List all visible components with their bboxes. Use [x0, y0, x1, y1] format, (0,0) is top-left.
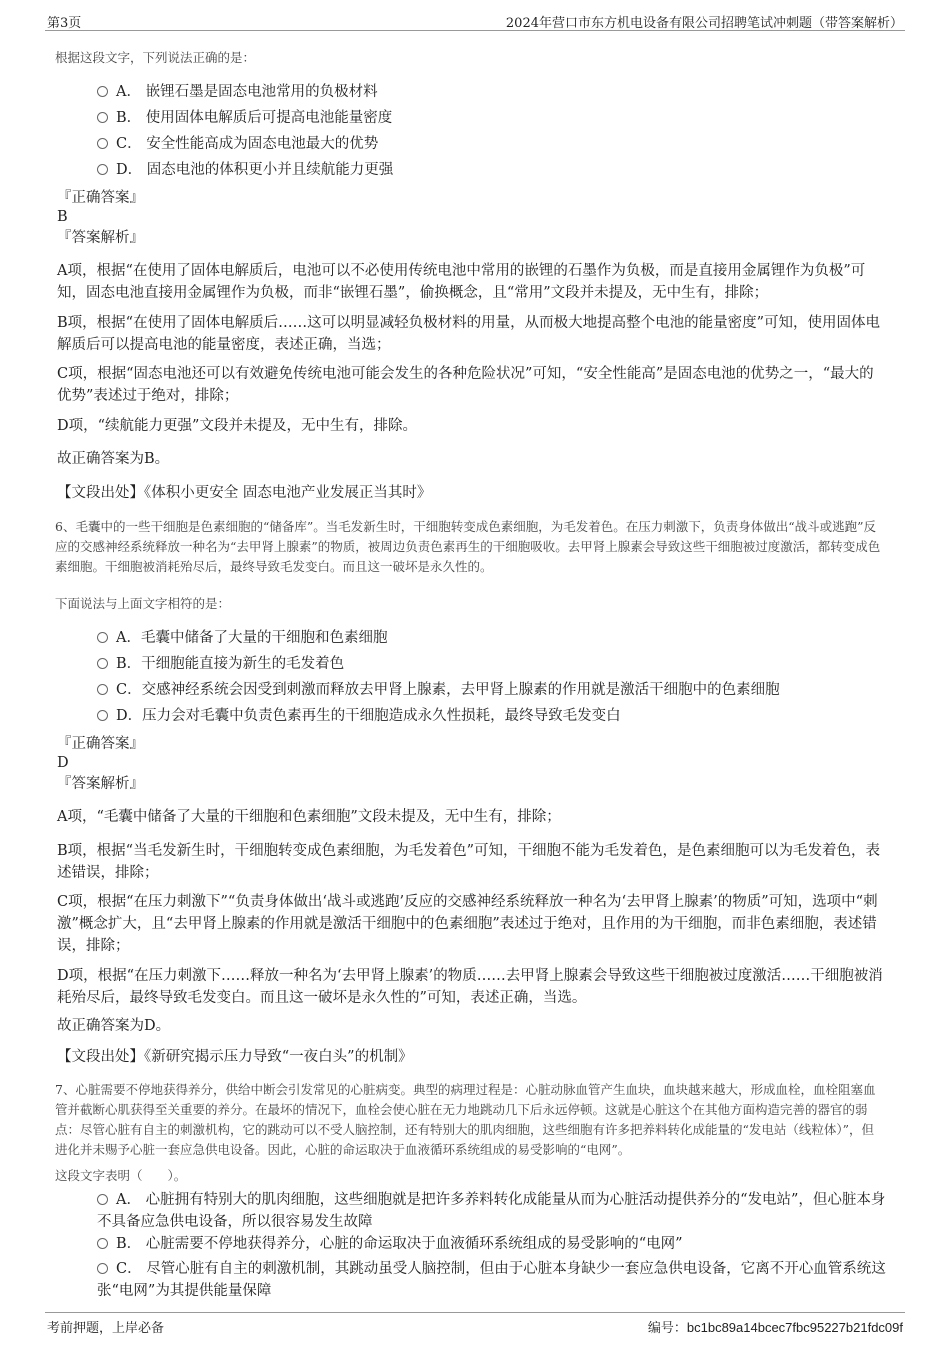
q6-answer-label: 『正确答案』	[57, 736, 144, 752]
q6-option-c[interactable]: C．交感神经系统会因受到刺激而释放去甲肾上腺素，去甲肾上腺素的作用就是激活干细胞中的色素细胞	[97, 677, 780, 703]
q5-source: 【文段出处】《体积小更安全 固态电池产业发展正当其时》	[57, 485, 432, 501]
q7-option-a[interactable]: A． 心脏拥有特别大的肌肉细胞，这些细胞就是把许多养料转化成能量从而为心脏活动提供养分的“发电站”，但心脏本身不具备应急供电设备，所以很容易发生故障	[97, 1192, 886, 1230]
q5-analysis-d: D项，“续航能力更强”文段并未提及，无中生有，排除。	[57, 418, 417, 434]
q5-option-c[interactable]: C． 安全性能高成为固态电池最大的优势	[97, 131, 378, 157]
q7-passage: 7、心脏需要不停地获得养分，供给中断会引发常见的心脏病变。典型的病理过程是：心脏动脉血管产生血块，血块越来越大，形成血栓，血栓阻塞血管并截断心肌获得至关重要的养分。在最坏的情况下，血栓会使心脏在无力地跳动几下后永远停顿。这就是心脏这个在其他方面构造完善的器官的弱点：尽管心脏有自主的刺激机构，它的跳动可以不受人脑控制，还有特别大的肌肉细胞，这些细胞有许多把养料转化成能量的“发电站（线粒体）”，但进化并未赐予心脏一套应急供电设备。因此，心脏的命运取决于血液循环系统组成的易受影响的“电网”。	[55, 1082, 876, 1157]
q5-answer: B	[57, 209, 68, 225]
q7-option-c[interactable]: C． 尽管心脏有自主的刺激机制，其跳动虽受人脑控制，但由于心脏本身缺少一套应急供电设备，它离不开心血管系统这张“电网”为其提供能量保障	[97, 1261, 886, 1299]
page-footer	[45, 1312, 905, 1335]
q5-analysis-label: 『答案解析』	[57, 230, 144, 246]
radio-icon[interactable]	[97, 1194, 108, 1205]
radio-icon[interactable]	[97, 86, 108, 97]
q7-option-b[interactable]: B． 心脏需要不停地获得养分，心脏的命运取决于血液循环系统组成的易受影响的“电网”	[97, 1233, 887, 1255]
q6-passage: 6、毛囊中的一些干细胞是色素细胞的“储备库”。当毛发新生时，干细胞转变成色素细胞，为毛发着色。在压力刺激下，负责身体做出“战斗或逃跑”反应的交感神经系统释放一种名为“去甲肾上腺素”的物质，被周边负责色素再生的干细胞吸收。去甲肾上腺素会导致这些干细胞被过度激活，都转变成色素细胞。干细胞被消耗殆尽后，最终导致毛发变白。而且这一破坏是永久性的。	[55, 519, 881, 574]
q6-source: 【文段出处】《新研究揭示压力导致“一夜白头”的机制》	[57, 1049, 413, 1065]
q6-option-a[interactable]: A．毛囊中储备了大量的干细胞和色素细胞	[97, 625, 387, 651]
q5-analysis-c: C项，根据“固态电池还可以有效避免传统电池可能会发生的各种危险状况”可知，“安全性能高”是固态电池的优势之一，“最大的优势”表述过于绝对，排除；	[57, 366, 874, 404]
document-code: 编号：bc1bc89a14bcec7fbc95227b21fdc09f	[647, 1320, 903, 1336]
q5-conclusion: 故正确答案为B。	[57, 451, 170, 467]
radio-icon[interactable]	[97, 112, 108, 123]
document-title: 2024年营口市东方机电设备有限公司招聘笔试冲刺题（带答案解析）	[505, 16, 903, 31]
q6-conclusion: 故正确答案为D。	[57, 1018, 171, 1034]
q7-prompt: 这段文字表明（ ）。	[55, 1168, 187, 1183]
q6-analysis-label: 『答案解析』	[57, 776, 144, 792]
q6-analysis-c: C项，根据“在压力刺激下”“负责身体做出‘战斗或逃跑’反应的交感神经系统释放一种名为‘去甲肾上腺素’的物质”可知，选项中“刺激”概念扩大，且“去甲肾上腺素的作用就是激活干细胞中的色素细胞”表述过于绝对，且作用的为干细胞，而非色素细胞，表述错误，排除；	[57, 894, 878, 954]
q5-option-b[interactable]: B． 使用固体电解质后可提高电池能量密度	[97, 105, 392, 131]
radio-icon[interactable]	[97, 710, 108, 721]
q6-answer: D	[57, 755, 69, 771]
page-number: 第3页	[47, 16, 82, 31]
q6-option-b[interactable]: B．干细胞能直接为新生的毛发着色	[97, 651, 344, 677]
q6-analysis-d: D项，根据“在压力刺激下……释放一种名为‘去甲肾上腺素’的物质……去甲肾上腺素会导致这些干细胞被过度激活……干细胞被消耗殆尽后，最终导致毛发变白。而且这一破坏是永久性的”可知，表述正确，当选。	[57, 968, 883, 1006]
footer-slogan: 考前押题，上岸必备	[47, 1321, 165, 1336]
radio-icon[interactable]	[97, 658, 108, 669]
q5-analysis-b: B项，根据“在使用了固体电解质后……这可以明显减轻负极材料的用量，从而极大地提高整个电池的能量密度”可知，使用固体电解质后可以提高电池的能量密度，表述正确，当选；	[57, 315, 880, 353]
q6-option-d[interactable]: D．压力会对毛囊中负责色素再生的干细胞造成永久性损耗，最终导致毛发变白	[97, 703, 621, 729]
radio-icon[interactable]	[97, 684, 108, 695]
q5-option-d[interactable]: D． 固态电池的体积更小并且续航能力更强	[97, 157, 393, 183]
radio-icon[interactable]	[97, 164, 108, 175]
q5-analysis-a: A项，根据“在使用了固体电解质后，电池可以不必使用传统电池中常用的嵌锂的石墨作为负极，而是直接用金属锂作为负极”可知，固态电池直接用金属锂作为负极，而非“嵌锂石墨”，偷换概念，且“常用”文段并未提及，无中生有，排除；	[57, 263, 866, 301]
q6-analysis-b: B项，根据“当毛发新生时，干细胞转变成色素细胞，为毛发着色”可知，干细胞不能为毛发着色，是色素细胞可以为毛发着色，表述错误，排除；	[57, 843, 880, 881]
radio-icon[interactable]	[97, 1263, 108, 1274]
radio-icon[interactable]	[97, 632, 108, 643]
q5-prompt: 根据这段文字，下列说法正确的是：	[55, 50, 256, 65]
q5-answer-label: 『正确答案』	[57, 190, 144, 206]
radio-icon[interactable]	[97, 138, 108, 149]
q5-option-a[interactable]: A． 嵌锂石墨是固态电池常用的负极材料	[97, 79, 378, 105]
q6-prompt: 下面说法与上面文字相符的是：	[55, 596, 231, 611]
page-header	[45, 10, 905, 31]
radio-icon[interactable]	[97, 1238, 108, 1249]
q6-analysis-a: A项，“毛囊中储备了大量的干细胞和色素细胞”文段未提及，无中生有，排除；	[57, 809, 561, 825]
